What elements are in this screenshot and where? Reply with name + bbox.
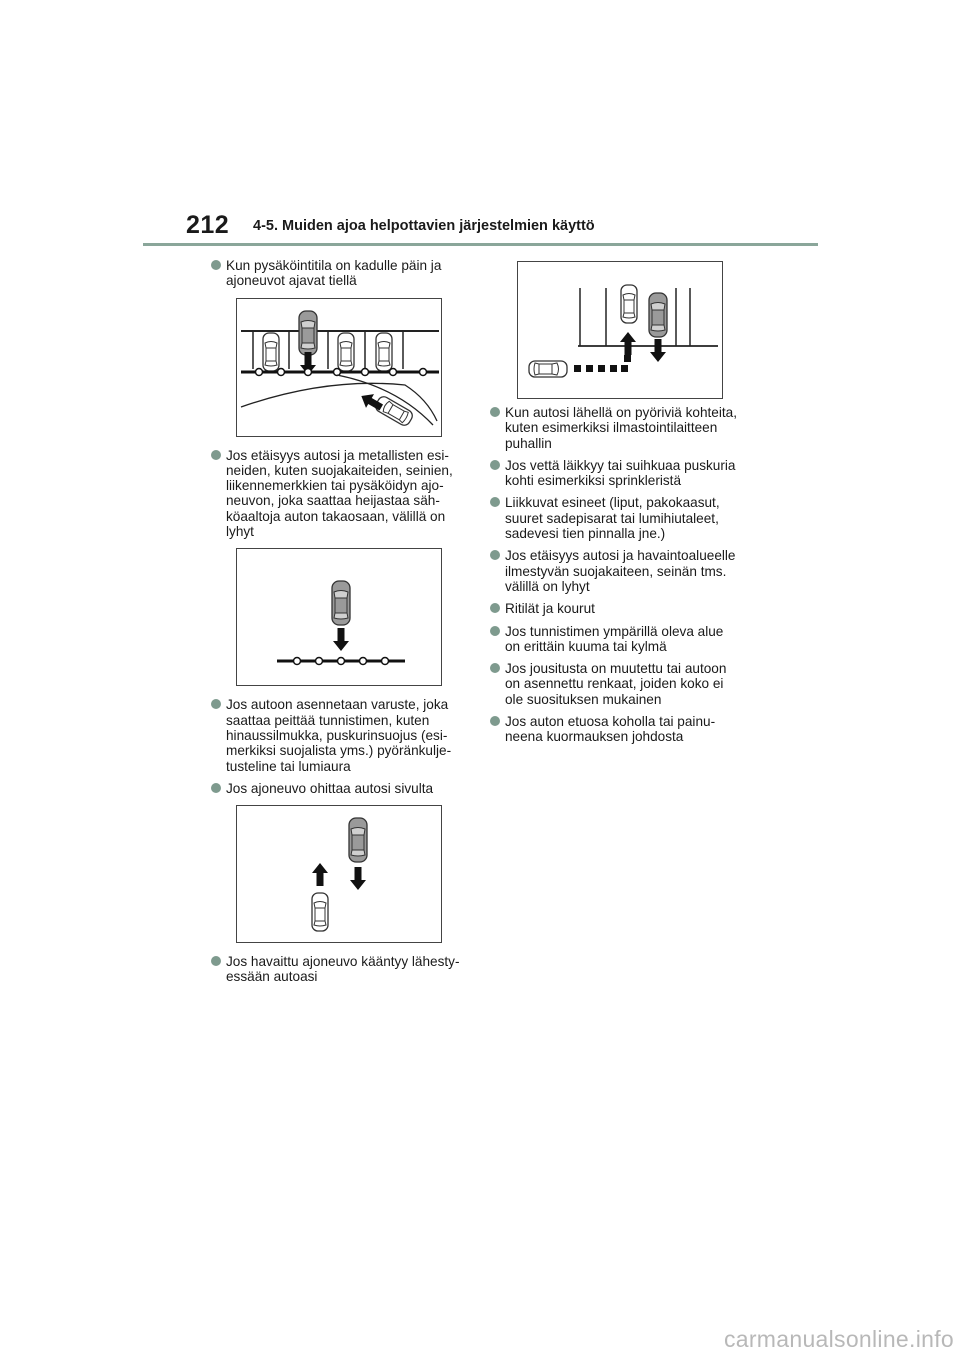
list-item (211, 781, 461, 796)
passing-vehicle-illustration (237, 806, 441, 942)
turning-vehicle-illustration (518, 262, 722, 398)
left-column (211, 258, 461, 992)
list-item-text: Jos tunnistimen ympärillä oleva alue on erittäin kuuma tai kylmä (505, 623, 724, 654)
list-item-text: Jos ajoneuvo ohittaa autosi sivulta (226, 780, 434, 796)
list-item (211, 954, 461, 985)
guardrail-illustration (237, 549, 441, 685)
list-item-text: Jos etäisyys autosi ja metallisten esi- neiden, kuten suojakaiteiden, seinien, liikennemerkkien tai pysäköidyn ajo- neuvon, joka saattaa heijastaa säh- köaaltoja auton takaosaan, välillä on lyhyt (226, 447, 453, 540)
list-item-text: Jos jousitusta on muutettu tai autoon on asennettu renkaat, joiden koko ei ole suosituksen mukainen (505, 661, 727, 707)
list-item-text: Kun pysäköintitila on kadulle päin ja ajoneuvot ajavat tiellä (226, 258, 442, 289)
right-column (490, 405, 740, 752)
guardrail-figure (236, 548, 442, 686)
list-item-text: Jos havaittu ajoneuvo kääntyy lähesty- essään autoasi (226, 954, 460, 985)
list-item-text: Jos autoon asennetaan varuste, joka saattaa peittää tunnistimen, kuten hinaussilmukka, puskurinsuojus (esi- merkiksi suojalista yms.) pyöränkulje- tusteline tai lumiaura (226, 697, 452, 774)
page-number: 212 (186, 211, 230, 239)
list-item (211, 448, 461, 540)
header-divider (143, 243, 818, 246)
list-item (490, 458, 740, 489)
watermark: carmanualsonline.info (723, 1326, 954, 1352)
turning-vehicle-figure (517, 261, 723, 399)
list-item-text: Jos vettä läikkyy tai suihkuaa puskuria kohti esimerkiksi sprinkleristä (505, 457, 736, 489)
list-item-text: Kun autosi lähellä on pyöriviä kohteita, kuten esimerkiksi ilmastointilaitteen puhallin (505, 405, 737, 451)
list-item (490, 548, 740, 594)
list-item-text: Ritilät ja kourut (505, 601, 595, 617)
list-item (490, 714, 740, 745)
list-item-text: Liikkuvat esineet (liput, pakokaasut, suuret sadepisarat tai lumihiutaleet, sadevesi tien pinnalla jne.) (505, 495, 720, 542)
list-item (490, 661, 740, 707)
list-item (490, 624, 740, 655)
section-title: 4-5. Muiden ajoa helpottavien järjestelmien käyttö (253, 218, 595, 234)
parking-street-illustration (237, 299, 441, 436)
parking-street-figure (236, 298, 442, 437)
list-item (211, 258, 461, 289)
passing-vehicle-figure (236, 805, 442, 943)
list-item (490, 495, 740, 541)
list-item-text: Jos auton etuosa koholla tai painu- neena kuormauksen johdosta (505, 714, 716, 745)
list-item (490, 405, 740, 451)
list-item (490, 601, 740, 616)
list-item (211, 697, 461, 773)
list-item-text: Jos etäisyys autosi ja havaintoalueelle ilmestyvän suojakaiteen, seinän tms. välillä on lyhyt (505, 548, 736, 594)
